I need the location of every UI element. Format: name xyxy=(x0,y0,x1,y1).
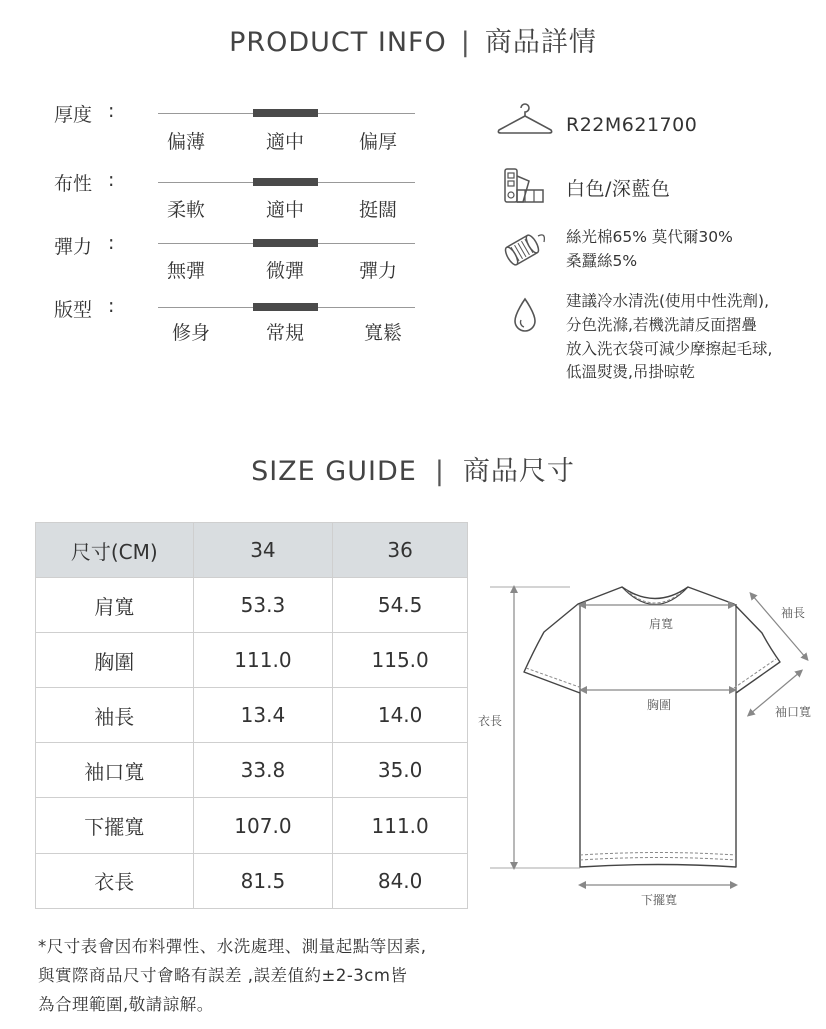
care-line-2: 分色洗滌,若機洗請反面摺疊 xyxy=(566,316,757,334)
table-row xyxy=(36,633,468,688)
product-colors: 白色/深藍色 xyxy=(566,178,671,200)
care-line-4: 低溫熨燙,吊掛晾乾 xyxy=(566,363,695,381)
scale-selected-marker xyxy=(253,303,318,311)
table-header-cell: 34 xyxy=(193,523,333,578)
size-note-line-1: *尺寸表會因布料彈性、水洗處理、測量起點等因素, xyxy=(38,937,427,956)
table-cell: 袖口寬 xyxy=(36,743,194,798)
table-header-cell: 36 xyxy=(333,523,468,578)
table-cell: 84.0 xyxy=(333,853,468,908)
table-cell: 35.0 xyxy=(333,743,468,798)
table-row xyxy=(36,688,468,743)
attr-label-elasticity: 彈力 xyxy=(54,236,93,258)
attr-label-fabric: 布性 xyxy=(54,173,93,195)
hem-stitching xyxy=(580,853,736,856)
product-info-title-zh: 商品詳情 xyxy=(484,27,597,58)
attr-option-selected: 微彈 xyxy=(265,260,304,282)
table-row xyxy=(36,798,468,853)
attr-option: 寬鬆 xyxy=(363,322,402,344)
attr-option: 彈力 xyxy=(358,260,397,282)
table-row xyxy=(36,853,468,908)
attr-option-selected: 適中 xyxy=(265,131,304,153)
care-line-1: 建議冷水清洗(使用中性洗劑), xyxy=(566,292,770,310)
table-cell: 33.8 xyxy=(193,743,333,798)
chest-label: 胸圍 xyxy=(646,698,672,712)
length-label: 衣長 xyxy=(478,714,503,728)
attr-label-thickness: 厚度 xyxy=(54,104,93,126)
attr-option: 無彈 xyxy=(166,260,205,282)
sleeve-stitching xyxy=(526,668,582,688)
attr-option: 挺闊 xyxy=(358,199,397,221)
sleeve-length-label: 袖長 xyxy=(781,606,806,620)
tshirt-measurement-diagram xyxy=(470,570,826,915)
table-cell: 胸圍 xyxy=(36,633,194,688)
scale-selected-marker xyxy=(253,178,318,186)
product-sku: R22M621700 xyxy=(566,114,698,136)
scale-selected-marker xyxy=(253,109,318,117)
table-cell: 115.0 xyxy=(333,633,468,688)
water-drop-icon xyxy=(512,296,538,336)
care-line-3: 放入洗衣袋可減少摩擦起毛球, xyxy=(566,340,773,358)
scale-selected-marker xyxy=(253,239,318,247)
table-row xyxy=(36,743,468,798)
product-info-title xyxy=(0,20,826,59)
size-guide-title-en: SIZE GUIDE xyxy=(251,456,417,487)
cuff-label: 袖口寬 xyxy=(775,705,812,719)
attr-label-fit: 版型 xyxy=(54,299,93,321)
attr-option: 修身 xyxy=(171,322,210,344)
attr-colon: : xyxy=(108,232,115,254)
hem-stitching xyxy=(580,858,736,861)
table-cell: 肩寬 xyxy=(36,578,194,633)
tshirt-collar-shape xyxy=(622,587,688,605)
title-separator: | xyxy=(460,27,471,58)
attr-colon: : xyxy=(108,169,115,191)
table-cell: 54.5 xyxy=(333,578,468,633)
size-note-line-2: 與實際商品尺寸會略有誤差 ,誤差值約±2-3cm皆 xyxy=(38,966,408,985)
table-cell: 袖長 xyxy=(36,688,194,743)
attr-option-selected: 常規 xyxy=(265,322,304,344)
thread-spool-icon xyxy=(500,228,550,270)
table-cell: 下擺寬 xyxy=(36,798,194,853)
table-cell: 13.4 xyxy=(193,688,333,743)
material-line-1: 絲光棉65% 莫代爾30% xyxy=(566,228,733,246)
hanger-icon xyxy=(495,100,555,138)
attr-option-selected: 適中 xyxy=(265,199,304,221)
sleeve-stitching xyxy=(734,659,776,688)
product-info-title-en: PRODUCT INFO xyxy=(229,27,447,58)
attr-option: 柔軟 xyxy=(166,199,205,221)
size-table xyxy=(35,522,468,909)
table-cell: 111.0 xyxy=(193,633,333,688)
attr-option: 偏薄 xyxy=(166,131,205,153)
table-cell: 81.5 xyxy=(193,853,333,908)
table-cell: 111.0 xyxy=(333,798,468,853)
shoulder-label: 肩寬 xyxy=(648,617,674,631)
size-note-line-3: 為合理範圍,敬請諒解。 xyxy=(38,995,214,1014)
hem-label: 下擺寬 xyxy=(640,893,678,907)
sleeve-length-arrow xyxy=(752,595,806,658)
attr-option: 偏厚 xyxy=(358,131,397,153)
table-header-row xyxy=(36,523,468,578)
table-row xyxy=(36,578,468,633)
material-line-2: 桑蠶絲5% xyxy=(566,252,638,270)
table-header-cell: 尺寸(CM) xyxy=(36,523,194,578)
size-guide-title-zh: 商品尺寸 xyxy=(462,456,575,487)
attr-colon: : xyxy=(108,100,115,122)
attr-colon: : xyxy=(108,295,115,317)
table-cell: 14.0 xyxy=(333,688,468,743)
table-cell: 107.0 xyxy=(193,798,333,853)
title-separator: | xyxy=(434,456,445,487)
table-cell: 衣長 xyxy=(36,853,194,908)
collar-stitching xyxy=(626,590,684,603)
table-cell: 53.3 xyxy=(193,578,333,633)
size-guide-title xyxy=(0,449,826,488)
color-swatch-icon xyxy=(503,166,545,206)
